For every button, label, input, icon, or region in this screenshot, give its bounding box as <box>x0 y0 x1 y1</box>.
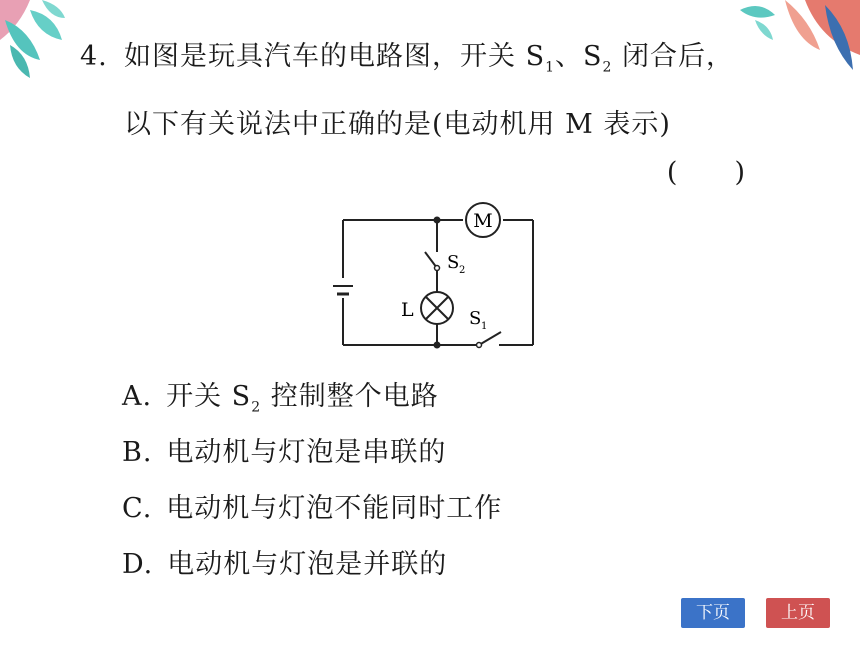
lamp-label: L <box>401 299 414 321</box>
svg-text:M: M <box>473 210 493 232</box>
switch1-label: S <box>469 308 482 329</box>
option-b[interactable]: B. 电动机与灯泡是串联的 <box>122 437 447 468</box>
lamp-symbol <box>421 292 453 324</box>
prev-page-button[interactable]: 上页 <box>766 598 830 628</box>
question-block <box>80 28 760 188</box>
switch1-subscript: 1 <box>481 321 488 332</box>
switch2-subscript: 2 <box>459 265 466 276</box>
motor-symbol <box>466 203 500 237</box>
option-d[interactable]: D. 电动机与灯泡是并联的 <box>122 549 448 580</box>
leaf-decoration-top-left <box>0 0 90 80</box>
answer-parentheses: ( ) <box>666 157 746 188</box>
circuit-diagram <box>325 200 545 360</box>
option-a[interactable]: A. 开关 $S_2$ 控制整个电路 <box>122 381 439 416</box>
question-text: 如图是玩具汽车的电路图，开关 $S_1$、$S_2$ 闭合后，以下有关说法中正确的是(电动机用 M 表示) <box>124 41 735 141</box>
question-number: 4. <box>80 41 108 72</box>
option-c[interactable]: C. 电动机与灯泡不能同时工作 <box>122 493 503 524</box>
next-page-button[interactable]: 下页 <box>681 598 745 628</box>
switch2-label: S <box>447 252 460 273</box>
